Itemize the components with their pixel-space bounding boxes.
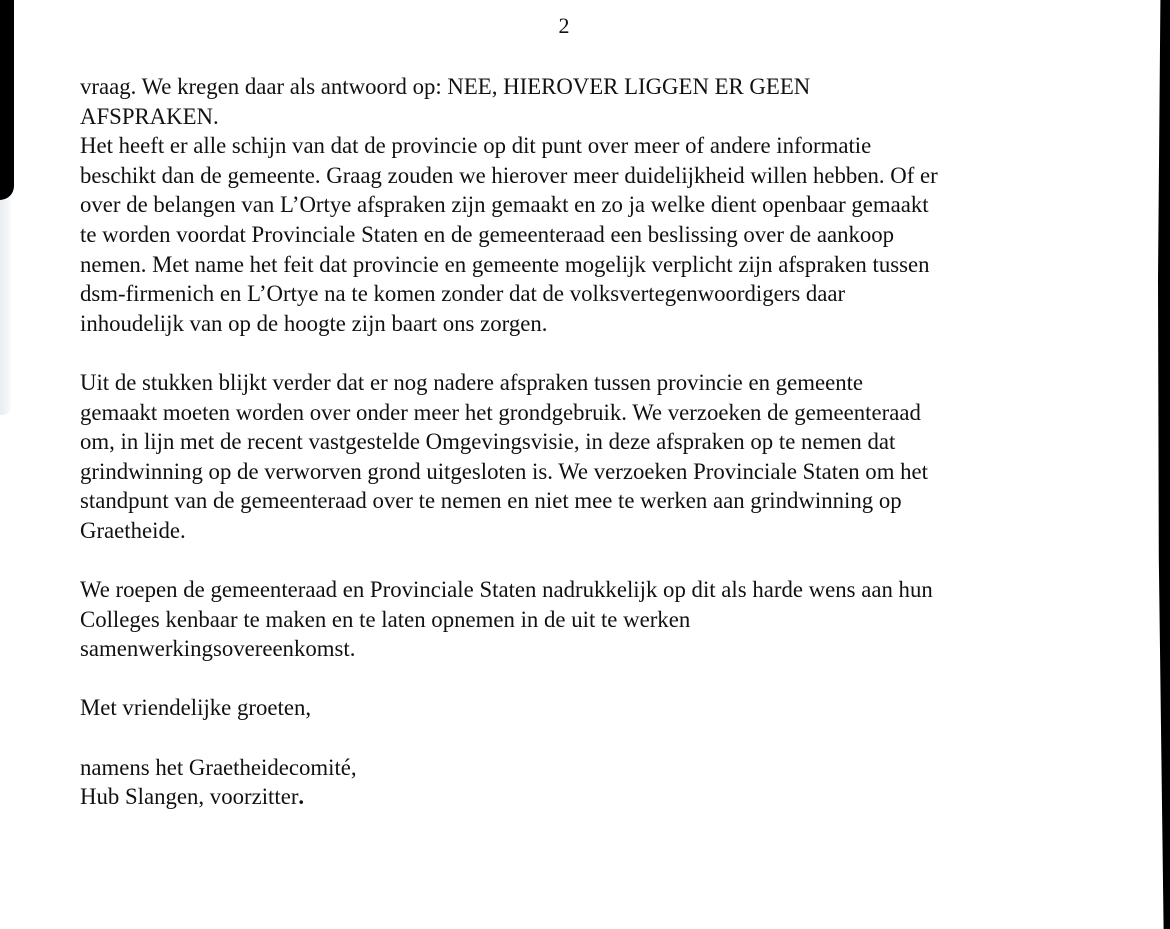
text-line: Het heeft er alle schijn van dat de provincie op dit punt over meer of andere informatie bbox=[80, 133, 872, 159]
text-line: We roepen de gemeenteraad en Provinciale Staten nadrukkelijk op dit als harde wens aan hun bbox=[80, 577, 933, 603]
text-line: gemaakt moeten worden over onder meer het grondgebruik. We verzoeken de gemeenteraad bbox=[80, 399, 921, 425]
on-behalf-line: namens het Graetheidecomité, bbox=[80, 754, 357, 780]
photo-edge-left-shadow bbox=[0, 200, 12, 415]
text-line: grindwinning op de verworven grond uitgesloten is. We verzoeken Provinciale Staten om het bbox=[80, 458, 928, 484]
text-line: nemen. Met name het feit dat provincie en gemeente mogelijk verplicht zijn afspraken tussen bbox=[80, 251, 930, 277]
paragraph-4 bbox=[80, 575, 1120, 664]
letter-body bbox=[80, 72, 1120, 812]
text-line: om, in lijn met de recent vastgestelde Omgevingsvisie, in deze afspraken op te nemen dat bbox=[80, 429, 896, 455]
text-line: Uit de stukken blijkt verder dat er nog nadere afspraken tussen provincie en gemeente bbox=[80, 369, 864, 395]
text-line: AFSPRAKEN. bbox=[80, 103, 219, 129]
text-line: dsm-firmenich en L’Ortye na te komen zonder dat de volksvertegenwoordigers daar bbox=[80, 281, 846, 307]
text-line: over de belangen van L’Ortye afspraken zijn gemaakt en zo ja welke dient openbaar gemaakt bbox=[80, 192, 929, 218]
text-line: Colleges kenbaar te maken en te laten opnemen in de uit te werken bbox=[80, 606, 691, 632]
photo-edge-right bbox=[1154, 0, 1170, 929]
signatory-line bbox=[80, 782, 1120, 812]
text-line: inhoudelijk van op de hoogte zijn baart ons zorgen. bbox=[80, 310, 548, 336]
text-line: samenwerkingsovereenkomst. bbox=[80, 636, 356, 662]
closing-greeting bbox=[80, 693, 1120, 723]
text-line: Graetheide. bbox=[80, 517, 186, 543]
signature-block bbox=[80, 753, 1120, 812]
paragraph-1 bbox=[80, 72, 1120, 131]
text-line: beschikt dan de gemeente. Graag zouden we hierover meer duidelijkheid willen hebben. Of er bbox=[80, 162, 938, 188]
signatory-period: . bbox=[298, 784, 305, 810]
text-line: te worden voordat Provinciale Staten en de gemeenteraad een beslissing over de aankoop bbox=[80, 221, 895, 247]
paragraph-3 bbox=[80, 368, 1120, 546]
signatory-name: Hub Slangen, voorzitter bbox=[80, 784, 299, 810]
text-line: vraag. We kregen daar als antwoord op: NEE, HIEROVER LIGGEN ER GEEN bbox=[80, 74, 811, 99]
text-line: standpunt van de gemeenteraad over te nemen en niet mee te werken aan grindwinning op bbox=[80, 488, 902, 514]
page-number: 2 bbox=[558, 13, 570, 38]
greeting-line: Met vriendelijke groeten, bbox=[80, 695, 312, 721]
paragraph-2 bbox=[80, 131, 1120, 338]
